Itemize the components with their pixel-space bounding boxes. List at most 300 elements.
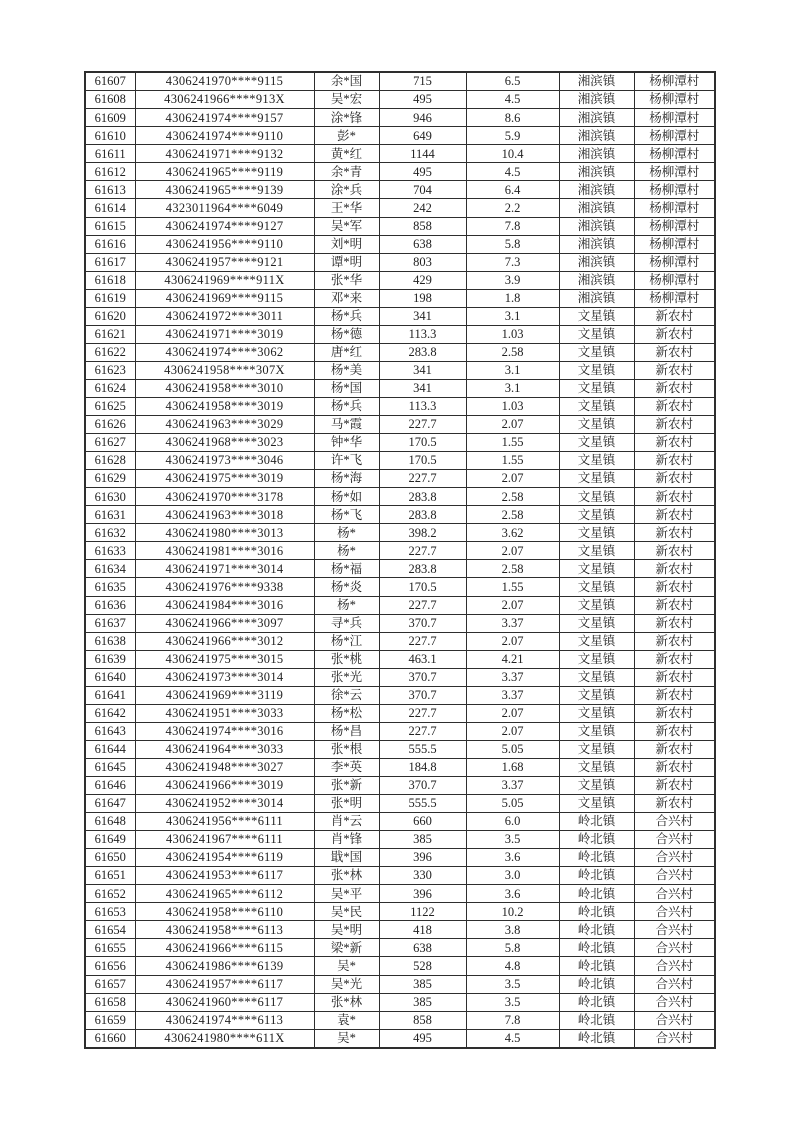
table-row [85,524,715,542]
cell-town: 岭北镇 [559,885,634,903]
cell-person-name: 唐*红 [314,343,379,361]
cell-serial-number: 61634 [85,560,135,578]
cell-id-number: 4306241957****9121 [135,253,314,271]
cell-village: 新农村 [634,307,715,325]
cell-rate: 6.4 [466,181,559,199]
cell-amount: 113.3 [379,325,466,343]
table-row [85,253,715,271]
cell-serial-number: 61624 [85,379,135,397]
cell-serial-number: 61657 [85,975,135,993]
cell-amount: 242 [379,199,466,217]
cell-serial-number: 61655 [85,939,135,957]
cell-amount: 528 [379,957,466,975]
cell-village: 杨柳潭村 [634,127,715,145]
cell-person-name: 杨*美 [314,361,379,379]
cell-town: 文星镇 [559,686,634,704]
cell-rate: 10.2 [466,903,559,921]
cell-village: 新农村 [634,776,715,794]
cell-amount: 341 [379,307,466,325]
cell-serial-number: 61615 [85,217,135,235]
cell-town: 湘滨镇 [559,289,634,307]
table-row [85,488,715,506]
cell-village: 新农村 [634,650,715,668]
table-row [85,939,715,957]
cell-serial-number: 61651 [85,867,135,885]
cell-rate: 3.1 [466,361,559,379]
cell-amount: 370.7 [379,668,466,686]
cell-village: 新农村 [634,722,715,740]
cell-serial-number: 61616 [85,235,135,253]
cell-town: 文星镇 [559,452,634,470]
cell-id-number: 4306241974****6113 [135,1011,314,1029]
cell-id-number: 4306241958****6110 [135,903,314,921]
cell-person-name: 徐*云 [314,686,379,704]
cell-person-name: 张*明 [314,795,379,813]
cell-person-name: 杨*兵 [314,398,379,416]
cell-id-number: 4306241966****913X [135,91,314,109]
cell-amount: 429 [379,271,466,289]
cell-serial-number: 61654 [85,921,135,939]
cell-id-number: 4306241960****6117 [135,993,314,1011]
cell-town: 文星镇 [559,542,634,560]
cell-id-number: 4306241969****9115 [135,289,314,307]
cell-town: 岭北镇 [559,1029,634,1048]
table-row [85,957,715,975]
cell-town: 文星镇 [559,307,634,325]
cell-village: 合兴村 [634,1011,715,1029]
cell-serial-number: 61621 [85,325,135,343]
cell-person-name: 涂*兵 [314,181,379,199]
cell-village: 新农村 [634,470,715,488]
cell-village: 合兴村 [634,975,715,993]
cell-amount: 184.8 [379,758,466,776]
cell-id-number: 4306241976****9338 [135,578,314,596]
cell-town: 岭北镇 [559,849,634,867]
cell-amount: 227.7 [379,542,466,560]
table-row [85,813,715,831]
table-row [85,434,715,452]
table-row [85,1011,715,1029]
cell-person-name: 吴*明 [314,921,379,939]
cell-id-number: 4306241974****9110 [135,127,314,145]
cell-amount: 341 [379,361,466,379]
cell-town: 文星镇 [559,632,634,650]
cell-town: 文星镇 [559,722,634,740]
cell-amount: 198 [379,289,466,307]
cell-village: 杨柳潭村 [634,217,715,235]
cell-amount: 946 [379,109,466,127]
table-row [85,632,715,650]
cell-town: 岭北镇 [559,831,634,849]
table-row [85,109,715,127]
cell-village: 新农村 [634,434,715,452]
cell-id-number: 4306241958****3019 [135,398,314,416]
cell-person-name: 杨*江 [314,632,379,650]
cell-person-name: 余*国 [314,72,379,91]
cell-village: 合兴村 [634,1029,715,1048]
cell-person-name: 寻*兵 [314,614,379,632]
cell-amount: 170.5 [379,452,466,470]
cell-person-name: 杨*海 [314,470,379,488]
cell-serial-number: 61620 [85,307,135,325]
cell-town: 湘滨镇 [559,91,634,109]
cell-village: 新农村 [634,343,715,361]
cell-person-name: 吴*民 [314,903,379,921]
cell-rate: 1.68 [466,758,559,776]
cell-village: 合兴村 [634,831,715,849]
cell-village: 新农村 [634,398,715,416]
cell-town: 岭北镇 [559,939,634,957]
table-row [85,325,715,343]
cell-rate: 3.37 [466,776,559,794]
cell-rate: 4.8 [466,957,559,975]
cell-town: 文星镇 [559,740,634,758]
cell-person-name: 杨*兵 [314,307,379,325]
cell-person-name: 马*霞 [314,416,379,434]
table-row [85,506,715,524]
cell-town: 文星镇 [559,795,634,813]
cell-id-number: 4306241980****3013 [135,524,314,542]
cell-person-name: 王*华 [314,199,379,217]
cell-id-number: 4323011964****6049 [135,199,314,217]
cell-serial-number: 61618 [85,271,135,289]
cell-serial-number: 61611 [85,145,135,163]
cell-amount: 227.7 [379,632,466,650]
cell-id-number: 4306241963****3018 [135,506,314,524]
cell-amount: 1144 [379,145,466,163]
cell-serial-number: 61653 [85,903,135,921]
cell-id-number: 4306241956****6111 [135,813,314,831]
cell-amount: 715 [379,72,466,91]
table-row [85,776,715,794]
cell-rate: 10.4 [466,145,559,163]
cell-town: 文星镇 [559,470,634,488]
cell-serial-number: 61609 [85,109,135,127]
cell-id-number: 4306241969****911X [135,271,314,289]
cell-village: 新农村 [634,758,715,776]
cell-amount: 227.7 [379,722,466,740]
cell-id-number: 4306241971****3014 [135,560,314,578]
cell-id-number: 4306241970****9115 [135,72,314,91]
cell-person-name: 杨*昌 [314,722,379,740]
table-row [85,849,715,867]
cell-serial-number: 61656 [85,957,135,975]
cell-village: 新农村 [634,452,715,470]
table-row [85,740,715,758]
cell-village: 杨柳潭村 [634,145,715,163]
cell-serial-number: 61644 [85,740,135,758]
cell-id-number: 4306241986****6139 [135,957,314,975]
cell-id-number: 4306241980****611X [135,1029,314,1048]
cell-amount: 398.2 [379,524,466,542]
cell-id-number: 4306241974****9157 [135,109,314,127]
cell-town: 湘滨镇 [559,217,634,235]
cell-id-number: 4306241948****3027 [135,758,314,776]
cell-amount: 370.7 [379,614,466,632]
cell-village: 新农村 [634,686,715,704]
cell-town: 文星镇 [559,379,634,397]
cell-id-number: 4306241958****307X [135,361,314,379]
cell-id-number: 4306241965****9139 [135,181,314,199]
cell-serial-number: 61632 [85,524,135,542]
cell-rate: 4.5 [466,1029,559,1048]
cell-serial-number: 61649 [85,831,135,849]
subsidy-list-table [84,71,716,1049]
cell-amount: 370.7 [379,686,466,704]
cell-village: 杨柳潭村 [634,253,715,271]
cell-rate: 3.8 [466,921,559,939]
cell-amount: 385 [379,993,466,1011]
cell-town: 岭北镇 [559,921,634,939]
cell-village: 合兴村 [634,921,715,939]
cell-person-name: 杨* [314,596,379,614]
cell-town: 岭北镇 [559,903,634,921]
cell-id-number: 4306241963****3029 [135,416,314,434]
cell-serial-number: 61629 [85,470,135,488]
cell-amount: 418 [379,921,466,939]
cell-town: 湘滨镇 [559,271,634,289]
cell-id-number: 4306241954****6119 [135,849,314,867]
cell-town: 湘滨镇 [559,72,634,91]
cell-village: 合兴村 [634,885,715,903]
cell-id-number: 4306241971****3019 [135,325,314,343]
table-row [85,163,715,181]
cell-person-name: 袁* [314,1011,379,1029]
cell-village: 新农村 [634,524,715,542]
cell-person-name: 戢*国 [314,849,379,867]
cell-id-number: 4306241968****3023 [135,434,314,452]
cell-rate: 2.2 [466,199,559,217]
cell-id-number: 4306241952****3014 [135,795,314,813]
cell-village: 新农村 [634,614,715,632]
cell-town: 湘滨镇 [559,145,634,163]
cell-rate: 2.07 [466,722,559,740]
cell-rate: 2.07 [466,470,559,488]
cell-person-name: 谭*明 [314,253,379,271]
cell-rate: 7.3 [466,253,559,271]
cell-amount: 495 [379,163,466,181]
cell-serial-number: 61658 [85,993,135,1011]
cell-person-name: 许*飞 [314,452,379,470]
cell-person-name: 吴*军 [314,217,379,235]
cell-town: 岭北镇 [559,1011,634,1029]
cell-person-name: 杨*福 [314,560,379,578]
cell-serial-number: 61630 [85,488,135,506]
cell-amount: 227.7 [379,704,466,722]
cell-rate: 5.9 [466,127,559,145]
cell-person-name: 张*根 [314,740,379,758]
cell-amount: 283.8 [379,560,466,578]
cell-town: 文星镇 [559,668,634,686]
cell-rate: 8.6 [466,109,559,127]
cell-serial-number: 61607 [85,72,135,91]
table-row [85,993,715,1011]
cell-rate: 2.58 [466,488,559,506]
cell-person-name: 肖*锋 [314,831,379,849]
cell-amount: 396 [379,849,466,867]
cell-town: 文星镇 [559,614,634,632]
cell-person-name: 杨*炎 [314,578,379,596]
table-row [85,91,715,109]
cell-town: 文星镇 [559,758,634,776]
cell-serial-number: 61631 [85,506,135,524]
cell-id-number: 4306241975****3019 [135,470,314,488]
cell-rate: 3.5 [466,975,559,993]
cell-person-name: 张*桃 [314,650,379,668]
cell-town: 文星镇 [559,596,634,614]
cell-village: 合兴村 [634,939,715,957]
cell-id-number: 4306241951****3033 [135,704,314,722]
cell-village: 杨柳潭村 [634,163,715,181]
table-row [85,795,715,813]
cell-person-name: 李*英 [314,758,379,776]
cell-town: 湘滨镇 [559,235,634,253]
table-row [85,542,715,560]
cell-amount: 330 [379,867,466,885]
cell-village: 新农村 [634,416,715,434]
cell-rate: 3.37 [466,668,559,686]
cell-rate: 5.05 [466,740,559,758]
cell-serial-number: 61626 [85,416,135,434]
cell-person-name: 肖*云 [314,813,379,831]
cell-town: 岭北镇 [559,993,634,1011]
cell-id-number: 4306241965****6112 [135,885,314,903]
cell-serial-number: 61641 [85,686,135,704]
cell-village: 合兴村 [634,849,715,867]
cell-id-number: 4306241971****9132 [135,145,314,163]
cell-serial-number: 61628 [85,452,135,470]
cell-person-name: 杨* [314,542,379,560]
cell-amount: 283.8 [379,488,466,506]
cell-serial-number: 61639 [85,650,135,668]
cell-rate: 1.55 [466,452,559,470]
cell-person-name: 涂*锋 [314,109,379,127]
cell-rate: 6.5 [466,72,559,91]
cell-town: 文星镇 [559,506,634,524]
cell-rate: 4.5 [466,163,559,181]
cell-town: 湘滨镇 [559,163,634,181]
cell-id-number: 4306241966****3019 [135,776,314,794]
cell-village: 新农村 [634,795,715,813]
cell-village: 杨柳潭村 [634,289,715,307]
cell-rate: 1.8 [466,289,559,307]
cell-person-name: 张*华 [314,271,379,289]
cell-id-number: 4306241970****3178 [135,488,314,506]
cell-rate: 1.55 [466,434,559,452]
cell-village: 合兴村 [634,867,715,885]
cell-id-number: 4306241965****9119 [135,163,314,181]
cell-town: 文星镇 [559,560,634,578]
cell-id-number: 4306241958****3010 [135,379,314,397]
cell-town: 湘滨镇 [559,109,634,127]
cell-id-number: 4306241974****3062 [135,343,314,361]
table-row [85,1029,715,1048]
cell-amount: 495 [379,1029,466,1048]
cell-town: 文星镇 [559,361,634,379]
cell-rate: 3.37 [466,686,559,704]
cell-id-number: 4306241967****6111 [135,831,314,849]
cell-rate: 2.07 [466,632,559,650]
cell-village: 新农村 [634,578,715,596]
table-row [85,560,715,578]
cell-serial-number: 61619 [85,289,135,307]
cell-amount: 385 [379,831,466,849]
cell-village: 杨柳潭村 [634,181,715,199]
cell-amount: 170.5 [379,578,466,596]
cell-amount: 1122 [379,903,466,921]
table-row [85,686,715,704]
cell-rate: 3.37 [466,614,559,632]
cell-town: 文星镇 [559,524,634,542]
cell-id-number: 4306241964****3033 [135,740,314,758]
cell-town: 文星镇 [559,434,634,452]
cell-town: 湘滨镇 [559,127,634,145]
cell-amount: 113.3 [379,398,466,416]
cell-rate: 7.8 [466,1011,559,1029]
table-row [85,398,715,416]
cell-amount: 341 [379,379,466,397]
table-row [85,921,715,939]
cell-id-number: 4306241953****6117 [135,867,314,885]
table-row [85,217,715,235]
cell-id-number: 4306241973****3014 [135,668,314,686]
cell-amount: 283.8 [379,506,466,524]
cell-rate: 5.05 [466,795,559,813]
cell-serial-number: 61613 [85,181,135,199]
cell-amount: 638 [379,939,466,957]
cell-person-name: 张*新 [314,776,379,794]
cell-person-name: 杨*如 [314,488,379,506]
cell-person-name: 杨* [314,524,379,542]
cell-rate: 2.07 [466,416,559,434]
cell-person-name: 杨*国 [314,379,379,397]
cell-rate: 2.07 [466,704,559,722]
cell-village: 新农村 [634,740,715,758]
cell-serial-number: 61635 [85,578,135,596]
cell-id-number: 4306241966****3097 [135,614,314,632]
cell-id-number: 4306241975****3015 [135,650,314,668]
table-row [85,199,715,217]
cell-rate: 3.5 [466,831,559,849]
cell-id-number: 4306241957****6117 [135,975,314,993]
cell-village: 合兴村 [634,957,715,975]
cell-serial-number: 61650 [85,849,135,867]
table-row [85,758,715,776]
cell-rate: 3.1 [466,379,559,397]
cell-serial-number: 61622 [85,343,135,361]
cell-village: 新农村 [634,488,715,506]
cell-town: 岭北镇 [559,975,634,993]
cell-rate: 3.6 [466,885,559,903]
cell-serial-number: 61652 [85,885,135,903]
cell-rate: 2.07 [466,596,559,614]
cell-amount: 555.5 [379,795,466,813]
cell-town: 文星镇 [559,343,634,361]
table-row [85,578,715,596]
cell-id-number: 4306241958****6113 [135,921,314,939]
cell-amount: 803 [379,253,466,271]
cell-rate: 2.58 [466,560,559,578]
cell-id-number: 4306241984****3016 [135,596,314,614]
cell-rate: 5.8 [466,235,559,253]
cell-rate: 1.03 [466,398,559,416]
table-row [85,596,715,614]
table-row [85,416,715,434]
cell-person-name: 刘*明 [314,235,379,253]
cell-person-name: 钟*华 [314,434,379,452]
cell-town: 岭北镇 [559,957,634,975]
cell-serial-number: 61640 [85,668,135,686]
